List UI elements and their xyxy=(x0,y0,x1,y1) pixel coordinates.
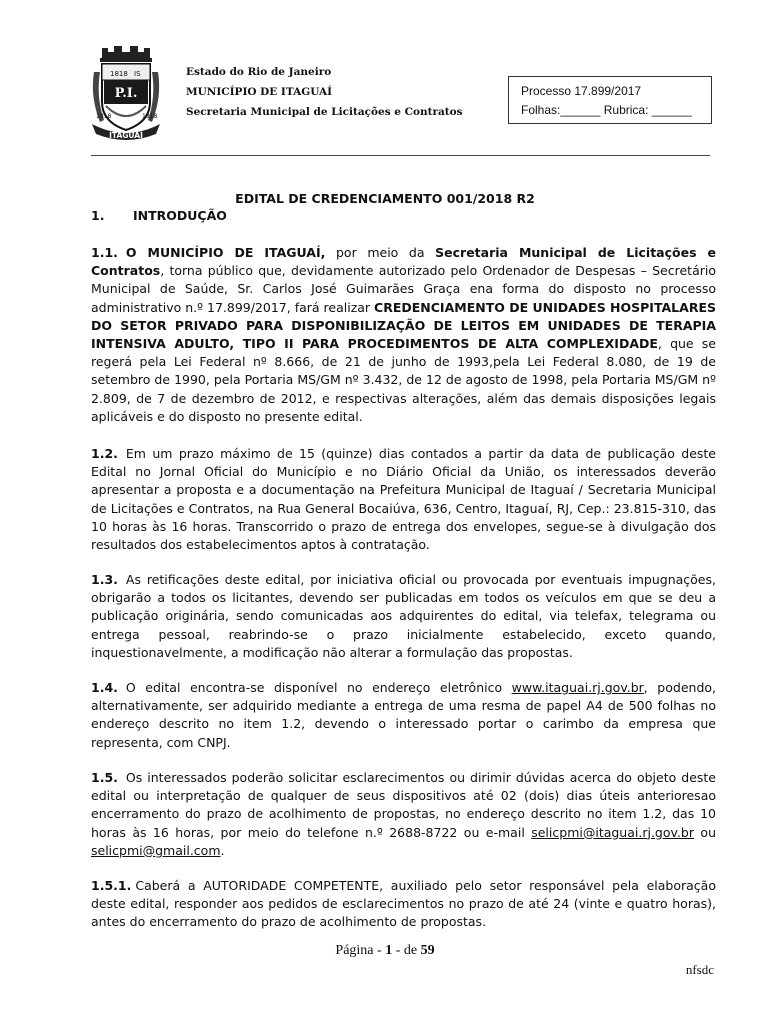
footer-code: nfsdc xyxy=(685,962,714,977)
header-secretariat: Secretaria Municipal de Licitações e Contratos xyxy=(186,106,463,118)
current-page-number: 1 xyxy=(385,943,393,958)
coat-of-arms-logo xyxy=(90,42,162,142)
process-folhas-rubrica: Folhas:______ Rubrica: ______ xyxy=(521,103,692,117)
svg-text:IS: IS xyxy=(134,70,141,78)
crest-year-left: 1818 xyxy=(96,113,112,120)
paragraph-1-3 xyxy=(91,571,716,662)
header-state: Estado do Rio de Janeiro xyxy=(186,66,332,78)
text: Os interessados poderão solicitar esclarecimentos ou dirimir dúvidas acerca do objeto deste edital ou interpretação de qualquer de seus dispositivos até 02 (dois) dias úteis anterioresao encerramento do prazo de acolhimento de propostas, no endereço descrito no item 1.2, das 10 horas às 16 horas, por meio do telefone n.º 2688-8722 ou e-mail xyxy=(91,770,716,840)
paragraph-number: 1.5.1. xyxy=(91,878,132,893)
paragraph-number: 1.3. xyxy=(91,572,118,587)
paragraph-1-5 xyxy=(91,769,716,860)
header-text-block xyxy=(186,62,463,122)
website-link[interactable]: www.itaguai.rj.gov.br xyxy=(511,680,644,695)
header-municipality: MUNICÍPIO DE ITAGUAÍ xyxy=(186,86,333,98)
document-title: EDITAL DE CREDENCIAMENTO 001/2018 R2 xyxy=(235,191,535,206)
email-link-secondary[interactable]: selicpmi@gmail.com xyxy=(91,842,221,858)
section-number: 1. xyxy=(91,208,105,223)
text-bold: O MUNICÍPIO DE ITAGUAÍ, xyxy=(125,245,326,260)
crest-ribbon-text: ITAGUAÍ xyxy=(109,131,143,140)
page-footer xyxy=(0,943,770,959)
text: ou xyxy=(693,824,716,840)
crest-year-right: 1818 xyxy=(142,113,158,120)
crest-shield-text: P.I. xyxy=(114,86,138,101)
paragraph-number: 1.2. xyxy=(91,446,118,461)
paragraph-number: 1.1. xyxy=(91,245,118,260)
paragraph-1-4 xyxy=(91,679,716,752)
process-box xyxy=(508,76,712,124)
section-label: INTRODUÇÃO xyxy=(133,208,227,223)
paragraph-1-1 xyxy=(91,244,716,426)
footer-label: Página - xyxy=(335,943,386,958)
header-divider xyxy=(91,155,710,156)
text: As retificações deste edital, por iniciativa oficial ou provocada por eventuais impugnações, obrigarão a todos os licitantes, devendo ser publicadas em todos os veículos em que se deu a publicação originária, sendo comunicadas aos adquirentes do edital, via telefax, telegrama ou entrega pessoal, reabrindo-se o prazo inicialmente estabelecido, exceto quando, inquestionavelmente, a modificação não alterar a formulação das propostas. xyxy=(91,572,716,660)
text: . xyxy=(220,842,225,858)
paragraph-number: 1.4. xyxy=(91,680,118,695)
section-heading xyxy=(91,208,227,223)
text-bold: CREDENCIAMENTO DE UNIDADES HOSPITALARES DO SETOR PRIVADO PARA DISPONIBILIZAÇÃO DE LEITOS EM UNIDADES DE TERAPIA INTENSIVA ADULTO, TIPO II PARA PROCEDIMENTOS DE ALTA COMPLEXIDADE xyxy=(91,299,716,352)
text: , que se regerá pela Lei Federal nº 8.666, de 21 de junho de 1993,pela Lei Federal 8.080, de 19 de setembro de 1990, pela Portaria MS/GM nº 3.432, de 12 de agosto de 1998, pela Portaria MS/GM nº 2.809, de 7 de dezembro de 2012, e respectivas alterações, além das demais disposições legais aplicáveis e do disposto no presente edital. xyxy=(91,336,717,424)
text: O edital encontra-se disponível no endereço eletrônico xyxy=(125,680,512,695)
process-number: Processo 17.899/2017 xyxy=(521,84,642,98)
footer-label: - de xyxy=(392,943,421,958)
text: , torna público que, devidamente autorizado pelo Ordenador de Despesas – Secretário Municipal de Saúde, Sr. Carlos José Guimarães Graça ena forma do disposto no processo administrativo n.º 17.899/2017, fará realizar xyxy=(91,263,716,315)
text-bold: Secretaria Municipal de Licitações e Contratos xyxy=(91,245,716,279)
paragraph-number: 1.5. xyxy=(91,770,118,785)
paragraph-1-2 xyxy=(91,445,716,554)
crest-top-left: 1818 xyxy=(110,70,128,78)
text: Caberá a AUTORIDADE COMPETENTE, auxiliado pelo setor responsável pela elaboração deste edital, responder aos pedidos de esclarecimentos no prazo de até 24 (vinte e quatro horas), antes do encerramento do prazo de acolhimento de propostas. xyxy=(91,878,716,930)
text: Em um prazo máximo de 15 (quinze) dias contados a partir da data de publicação deste Edital no Jornal Oficial do Município e no Diário Oficial da União, os interessados deverão apresentar a proposta e a documentação na Prefeitura Municipal de Itaguaí / Secretaria Municipal de Licitações e Contratos, na Rua General Bocaiúva, 636, Centro, Itaguaí, RJ, Cep.: 23.815-310, das 10 horas às 16 horas. Transcorrido o prazo de entrega dos envelopes, segue-se à divulgação dos resultados dos estabelecimentos aptos à contratação. xyxy=(91,446,716,553)
total-pages: 59 xyxy=(420,943,435,958)
email-link-primary[interactable]: selicpmi@itaguai.rj.gov.br xyxy=(531,824,694,840)
paragraph-1-5-1 xyxy=(91,877,716,932)
text: por meio da xyxy=(325,245,436,260)
text: , podendo, alternativamente, ser adquirido mediante a entrega de uma resma de papel A4 de 500 folhas no endereço descrito no item 1.2, devendo o interessado portar o carimbo da empresa que representa, com CNPJ. xyxy=(91,680,716,750)
